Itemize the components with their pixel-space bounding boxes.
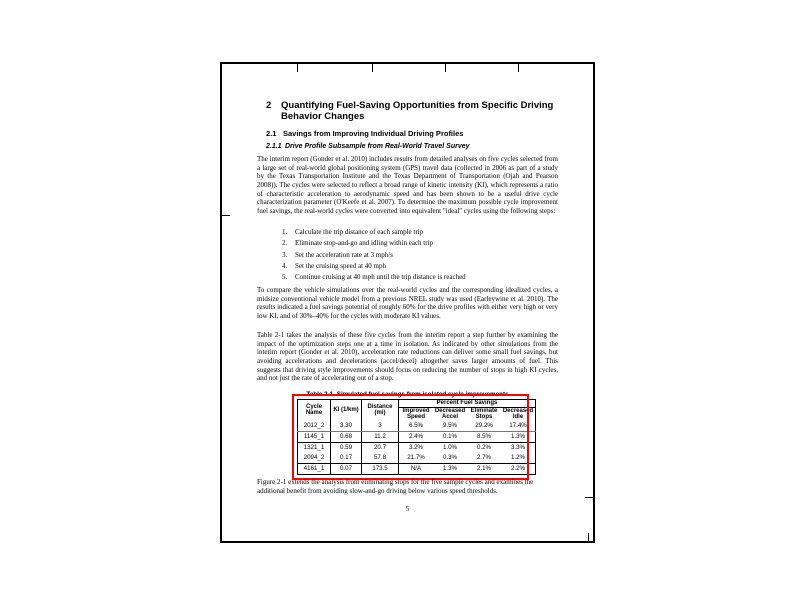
col-header-decreased-idle: Decreased Idle — [502, 407, 534, 421]
cell-improved-speed: 2.4% — [399, 431, 434, 442]
list-item-text: Set the cruising speed at 40 mph — [295, 261, 386, 270]
cell-cycle-name: 4161_1 — [298, 463, 331, 474]
cell-ki: 0.17 — [331, 453, 362, 464]
table-row — [298, 421, 536, 432]
col-header-group-percent-fuel-savings: Percent Fuel Savings — [399, 400, 536, 408]
paragraph-simulation-results: To compare the vehicle simulations over the real-world cycles and the corresponding idealized cycles, a midsize conventional vehicle model from a previous NREL study was used (Earleywine et al. 2010). The results indicated a fuel savings potential of roughly 60% for the drive profiles with either very high or very low KI, and of 30%–40% for the cycles with moderate KI values. — [257, 286, 558, 320]
cell-eliminate-stops: 29.2% — [467, 421, 501, 432]
crop-mark-top-1 — [297, 64, 298, 72]
table-row — [298, 431, 536, 442]
subsubsection-heading — [266, 143, 576, 151]
crop-mark-top-3 — [445, 64, 446, 72]
cell-improved-speed: 3.2% — [408, 444, 424, 452]
col-header-eliminate-stops: Eliminate Stops — [470, 407, 498, 421]
cell-distance: 3 — [362, 421, 399, 432]
cell-improved-speed: 6.5% — [399, 421, 434, 432]
cell-decreased-accel: 1.0% — [442, 444, 458, 452]
subsubsection-title: Drive Profile Subsample from Real-World Travel Survey — [285, 143, 470, 150]
cell-decreased-idle: 1.2% — [501, 453, 536, 464]
subsubsection-number: 2.1.1 — [266, 143, 282, 150]
cell-decreased-idle: 17.4% — [501, 421, 536, 432]
cell-ki: 0.07 — [331, 463, 362, 474]
subsection-title: Savings from Improving Individual Driving Profiles — [283, 129, 464, 138]
list-item-text: Calculate the trip distance of each sample trip — [295, 228, 424, 236]
list-item — [282, 228, 552, 237]
paragraph-intro: The interim report (Gonder et al. 2010) includes results from detailed analyses on five cycles selected from a large set of real-world global positioning system (GPS) travel data (collected in 2006 as part of a study by the Texas Transportation Institute and the Texas Department of Transportation (Ojah and Pearson 2008)). The cycles were selected to reflect a broad range of kinetic intensity (KI), which represents a ratio of characteristic acceleration to aerodynamic speed and has been shown to be a useful drive cycle characterization parameter (O'Keefe et al. 2007). To determine the maximum possible cycle improvement fuel savings, the real-world cycles were converted into equivalent "ideal" cycles using the following steps: — [257, 155, 558, 215]
cell-decreased-idle: 3.3% — [510, 444, 526, 452]
document-page — [220, 62, 595, 543]
list-item — [282, 273, 552, 282]
subsection-heading — [266, 130, 576, 138]
cell-distance: 20.7 — [362, 442, 399, 453]
list-item-number: 2. — [282, 239, 288, 248]
cell-distance: 173.5 — [362, 463, 399, 474]
cell-decreased-accel: 1.3% — [442, 465, 458, 473]
cell-improved-speed: 21.7% — [399, 453, 434, 464]
list-item-text: Set the acceleration rate at 3 mph/s — [295, 250, 393, 259]
cell-eliminate-stops: 2.7% — [467, 453, 501, 464]
cell-distance: 11.2 — [362, 431, 399, 442]
subsection-number: 2.1 — [266, 129, 277, 138]
table-caption: Table 2-1. Simulated fuel savings from isolated cycle improvements — [306, 391, 509, 398]
ideal-cycle-steps-list — [282, 228, 552, 284]
cell-cycle-name: 2094_2 — [298, 453, 331, 464]
crop-mark-left — [222, 215, 230, 216]
cell-ki: 3.30 — [331, 421, 362, 432]
table-row — [298, 453, 536, 464]
cell-ki: 0.68 — [331, 431, 362, 442]
fuel-savings-table — [297, 399, 536, 475]
section-number: 2 — [266, 100, 272, 111]
cell-ki: 0.59 — [331, 442, 362, 453]
cell-decreased-idle: 1.3% — [501, 431, 536, 442]
crop-mark-top-4 — [518, 64, 519, 72]
list-item-number: 5. — [282, 273, 288, 282]
section-heading — [266, 101, 566, 122]
list-item-text: Eliminate stop-and-go and idling within each trip — [295, 239, 434, 248]
col-header-decreased-accel: Decreased Accel — [434, 407, 466, 421]
cell-cycle-name: 2012_2 — [298, 421, 331, 432]
list-item-number: 3. — [282, 250, 288, 259]
cell-eliminate-stops: 8.5% — [467, 431, 501, 442]
cell-distance: 57.8 — [362, 453, 399, 464]
cell-eliminate-stops: 0.2% — [476, 444, 492, 452]
cell-cycle-name: 1145_1 — [298, 431, 331, 442]
table-row — [298, 442, 536, 453]
cell-decreased-accel: 0.3% — [433, 453, 467, 464]
cell-decreased-idle: 2.2% — [510, 465, 526, 473]
list-item — [282, 262, 552, 271]
cell-eliminate-stops: 2.1% — [476, 465, 492, 473]
table-row — [298, 463, 536, 474]
paragraph-figure-reference: Figure 2-1 extends the analysis from eliminating stops for the five sample cycles and examines the additional benefit from avoiding slow-and-go driving below various speed thresholds. — [257, 478, 534, 495]
crop-mark-top-2 — [372, 64, 373, 72]
paragraph-table-discussion: Table 2-1 takes the analysis of these five cycles from the interim report a step further by examining the impact of the optimization steps one at a time in isolation. As indicated by other simulations from the interim report (Gonder et al. 2010), acceleration rate reductions can deliver some small fuel savings, but avoiding accelerations and decelerations (accel/decel) altogether saves larger amounts of fuel. This suggests that driving style improvements should focus on reducing the number of stops in high KI cycles, and not just the rate of accelerating out of a stop. — [257, 331, 558, 383]
list-item-number: 4. — [282, 261, 288, 270]
cell-decreased-accel: 9.5% — [433, 421, 467, 432]
list-item-text: Continue cruising at 40 mph until the trip distance is reached — [295, 273, 466, 282]
page-number: 5 — [405, 505, 410, 513]
list-item-number: 1. — [282, 228, 288, 236]
col-header-cycle-name: Cycle Name — [298, 400, 331, 421]
crop-mark-bottom — [588, 533, 589, 541]
cell-decreased-accel: 0.1% — [433, 431, 467, 442]
list-item — [282, 251, 552, 260]
col-header-distance: Distance (mi) — [362, 400, 399, 421]
list-item — [282, 239, 552, 248]
cell-cycle-name: 1321_1 — [298, 442, 331, 453]
section-title: Quantifying Fuel-Saving Opportunities from Specific Driving Behavior Changes — [281, 100, 554, 122]
col-header-ki: KI (1/km) — [331, 400, 362, 421]
crop-mark-right — [585, 497, 593, 498]
col-header-improved-speed: Improved Speed — [402, 407, 430, 421]
cell-improved-speed: N/A — [410, 465, 422, 473]
